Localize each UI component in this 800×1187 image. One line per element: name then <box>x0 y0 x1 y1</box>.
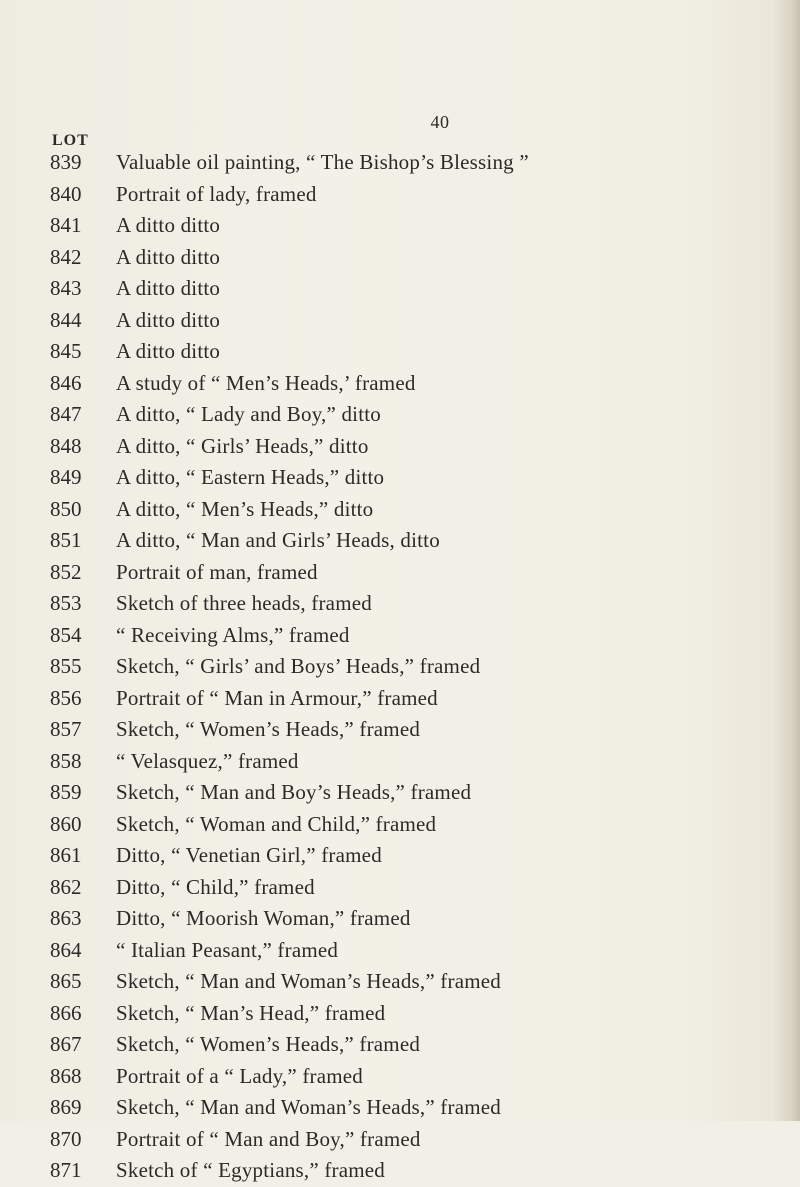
lot-number: 848 <box>50 433 82 458</box>
lot-number: 871 <box>50 1158 82 1183</box>
lot-number: 864 <box>50 937 82 962</box>
lot-description: A ditto, “ Men’s Heads,” ditto <box>116 496 374 521</box>
lot-description: A ditto ditto <box>116 307 221 332</box>
lot-description: Sketch, “ Man and Woman’s Heads,” framed <box>116 1095 501 1120</box>
lot-row <box>50 935 770 967</box>
lot-description: “ Receiving Alms,” framed <box>116 622 350 647</box>
lot-description: A ditto, “ Man and Girls’ Heads, ditto <box>116 528 440 553</box>
lot-description: A ditto ditto <box>116 339 221 364</box>
lot-description: Portrait of a “ Lady,” framed <box>116 1063 363 1088</box>
lot-description: Sketch, “ Girls’ and Boys’ Heads,” framed <box>116 654 481 679</box>
lot-description: “ Italian Peasant,” framed <box>116 937 339 962</box>
lot-description: Portrait of “ Man and Boy,” framed <box>116 1126 421 1151</box>
lot-number: 844 <box>50 307 82 332</box>
lot-description: Sketch of “ Egyptians,” framed <box>116 1158 385 1183</box>
lot-row <box>50 273 770 305</box>
lot-number: 840 <box>50 181 82 206</box>
lot-row <box>50 462 770 494</box>
lot-number: 856 <box>50 685 82 710</box>
lot-number: 846 <box>50 370 82 395</box>
lot-row <box>50 903 770 935</box>
lot-number: 867 <box>50 1032 82 1057</box>
lot-number: 861 <box>50 843 82 868</box>
lot-row <box>50 809 770 841</box>
lot-row <box>50 683 770 715</box>
lot-row <box>50 714 770 746</box>
lot-description: Sketch, “ Man and Woman’s Heads,” framed <box>116 969 501 994</box>
lot-row <box>50 998 770 1030</box>
lot-number: 857 <box>50 717 82 742</box>
lot-number: 869 <box>50 1095 82 1120</box>
lot-column-header: LOT <box>52 132 89 149</box>
lot-row <box>50 746 770 778</box>
lot-number: 852 <box>50 559 82 584</box>
lot-description: Portrait of man, framed <box>116 559 318 584</box>
lot-description: Sketch, “ Woman and Child,” framed <box>116 811 437 836</box>
lot-description: A ditto, “ Eastern Heads,” ditto <box>116 465 385 490</box>
lot-description: Portrait of “ Man in Armour,” framed <box>116 685 438 710</box>
lot-number: 862 <box>50 874 82 899</box>
lot-row <box>50 777 770 809</box>
lot-row <box>50 557 770 589</box>
lot-row <box>50 620 770 652</box>
lot-description: A study of “ Men’s Heads,’ framed <box>116 370 416 395</box>
lot-row <box>50 399 770 431</box>
lot-number: 849 <box>50 465 82 490</box>
lot-number: 851 <box>50 528 82 553</box>
lot-description: Sketch, “ Women’s Heads,” framed <box>116 1032 421 1057</box>
lot-description: Sketch of three heads, framed <box>116 591 372 616</box>
lot-row <box>50 242 770 274</box>
lot-description: Portrait of lady, framed <box>116 181 317 206</box>
lot-number: 854 <box>50 622 82 647</box>
lot-number: 841 <box>50 213 82 238</box>
lot-row <box>50 651 770 683</box>
lot-number: 868 <box>50 1063 82 1088</box>
lot-number: 863 <box>50 906 82 931</box>
lot-number: 855 <box>50 654 82 679</box>
lot-number: 843 <box>50 276 82 301</box>
lot-row <box>50 336 770 368</box>
lot-row <box>50 1029 770 1061</box>
lot-number: 850 <box>50 496 82 521</box>
lot-row <box>50 1124 770 1156</box>
lot-row <box>50 1061 770 1093</box>
lot-row <box>50 305 770 337</box>
page-number: 40 <box>430 112 450 132</box>
lot-description: A ditto, “ Lady and Boy,” ditto <box>116 402 381 427</box>
lot-number: 853 <box>50 591 82 616</box>
lot-row <box>50 210 770 242</box>
lot-number: 866 <box>50 1000 82 1025</box>
lot-description: Sketch, “ Women’s Heads,” framed <box>116 717 421 742</box>
lot-number: 870 <box>50 1126 82 1151</box>
lot-description: Ditto, “ Child,” framed <box>116 874 315 899</box>
lot-number: 860 <box>50 811 82 836</box>
page-edge <box>772 0 800 1121</box>
lot-description: A ditto ditto <box>116 244 221 269</box>
lot-number: 845 <box>50 339 82 364</box>
lot-row <box>50 368 770 400</box>
lot-list <box>50 147 770 1187</box>
lot-number: 839 <box>50 150 82 175</box>
lot-number: 842 <box>50 244 82 269</box>
lot-description: Ditto, “ Venetian Girl,” framed <box>116 843 382 868</box>
lot-description: A ditto ditto <box>116 276 221 301</box>
lot-row <box>50 872 770 904</box>
lot-description: Ditto, “ Moorish Woman,” framed <box>116 906 411 931</box>
lot-row <box>50 179 770 211</box>
lot-row <box>50 966 770 998</box>
lot-row <box>50 588 770 620</box>
lot-row <box>50 525 770 557</box>
lot-row <box>50 1092 770 1124</box>
lot-description: Valuable oil painting, “ The Bishop’s Blessing ” <box>116 150 529 175</box>
lot-row <box>50 494 770 526</box>
lot-row <box>50 840 770 872</box>
lot-description: Sketch, “ Man and Boy’s Heads,” framed <box>116 780 472 805</box>
lot-row <box>50 147 770 179</box>
lot-number: 859 <box>50 780 82 805</box>
lot-description: A ditto ditto <box>116 213 221 238</box>
lot-row <box>50 431 770 463</box>
lot-number: 847 <box>50 402 82 427</box>
lot-number: 858 <box>50 748 82 773</box>
lot-description: “ Velasquez,” framed <box>116 748 299 773</box>
lot-description: A ditto, “ Girls’ Heads,” ditto <box>116 433 369 458</box>
lot-description: Sketch, “ Man’s Head,” framed <box>116 1000 386 1025</box>
lot-number: 865 <box>50 969 82 994</box>
lot-row <box>50 1155 770 1187</box>
